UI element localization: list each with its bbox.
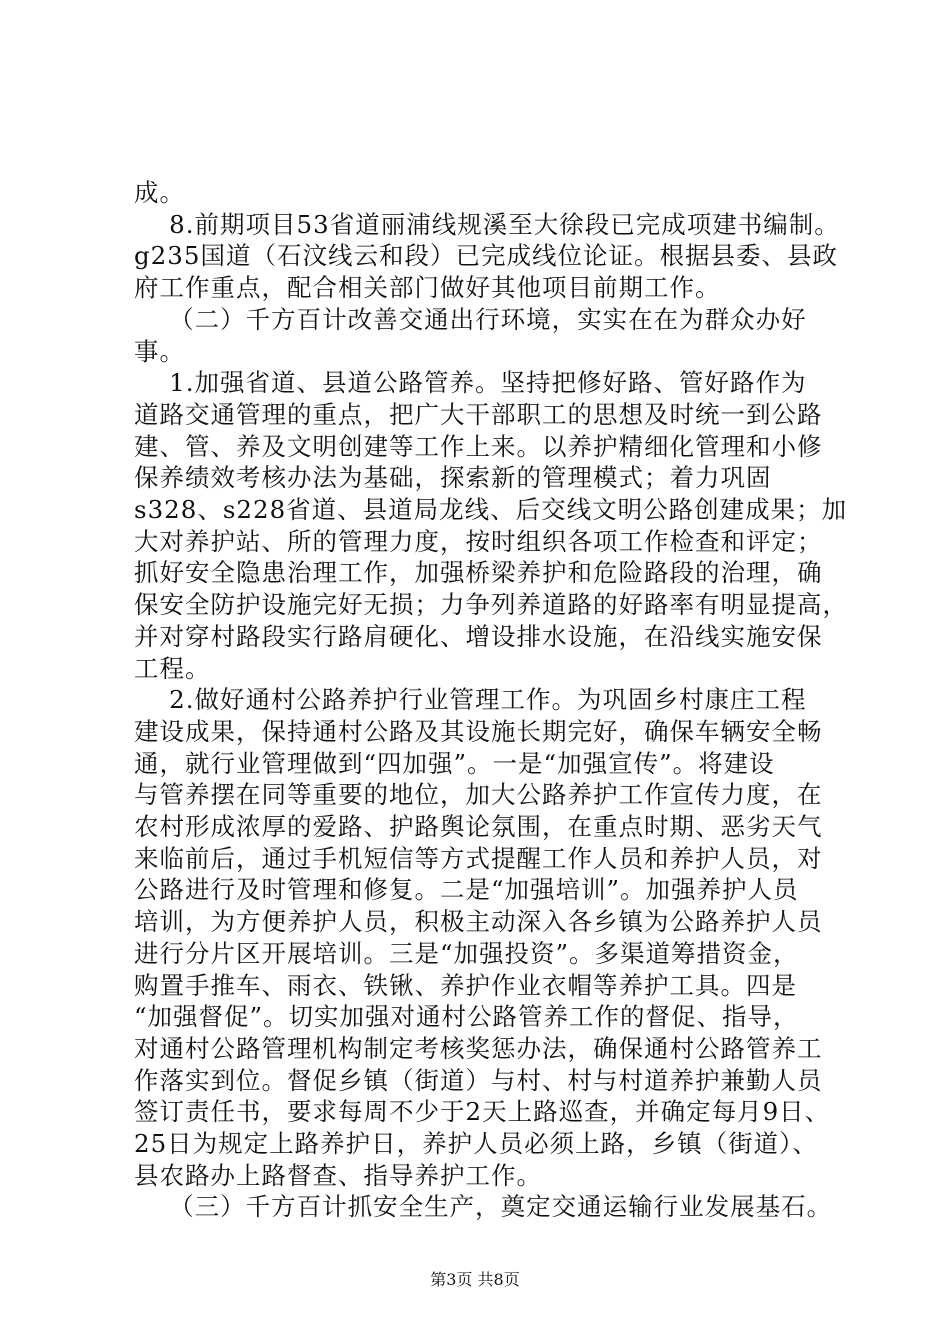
text-line: 并对穿村路段实行路肩硬化、增设排水设施，在沿线实施安保 bbox=[134, 621, 823, 651]
text-line: 1.加强省道、县道公路管养。坚持把修好路、管好路作为 bbox=[134, 368, 807, 398]
text-line: 道路交通管理的重点，把广大干部职工的思想及时统一到公路 bbox=[134, 399, 823, 429]
text-line: 农村形成浓厚的爱路、护路舆论氛围，在重点时期、恶劣天气 bbox=[134, 812, 823, 841]
text-line: 事。 bbox=[134, 336, 185, 366]
text-line: “加强督促”。切实加强对通村公路管养工作的督促、指导， bbox=[134, 1002, 799, 1032]
text-line: 大对养护站、所的管理力度，按时组织各项工作检查和评定； bbox=[134, 526, 823, 556]
page-number-footer: 第3页 共8页 bbox=[430, 1270, 520, 1289]
text-line: 抓好安全隐患治理工作，加强桥梁养护和危险路段的治理，确 bbox=[134, 558, 823, 588]
text-line: s328、s228省道、县道局龙线、后交线文明公路创建成果；加 bbox=[134, 495, 848, 524]
text-line: 县农路办上路督查、指导养护工作。 bbox=[134, 1160, 542, 1190]
text-line: 来临前后，通过手机短信等方式提醒工作人员和养护人员，对 bbox=[134, 843, 823, 873]
text-line: 培训，为方便养护人员，积极主动深入各乡镇为公路养护人员 bbox=[134, 907, 823, 937]
text-line: 购置手推车、雨衣、铁锹、养护作业衣帽等养护工具。四是 bbox=[134, 970, 797, 1000]
text-line: 与管养摆在同等重要的地位，加大公路养护工作宣传力度，在 bbox=[134, 780, 823, 810]
text-line: 府工作重点，配合相关部门做好其他项目前期工作。 bbox=[134, 273, 721, 303]
text-line: 公路进行及时管理和修复。二是“加强培训”。加强养护人员 bbox=[134, 875, 799, 905]
text-line: （三）千方百计抓安全生产，奠定交通运输行业发展基石。 bbox=[134, 1192, 833, 1222]
text-line: 通，就行业管理做到“四加强”。一是“加强宣传”。将建设 bbox=[134, 748, 775, 778]
text-line: 工程。 bbox=[134, 653, 211, 683]
text-line: 签订责任书，要求每周不少于2天上路巡查，并确定每月9日、 bbox=[134, 1097, 831, 1127]
text-line: 作落实到位。督促乡镇（街道）与村、村与村道养护兼勤人员 bbox=[134, 1065, 823, 1095]
text-line: 2.做好通村公路养护行业管理工作。为巩固乡村康庄工程 bbox=[134, 685, 807, 715]
text-line: g235国道（石汶线云和段）已完成线位论证。根据县委、县政 bbox=[134, 241, 838, 271]
text-line: 建设成果，保持通村公路及其设施长期完好，确保车辆安全畅 bbox=[134, 716, 823, 746]
text-line: 8.前期项目53省道丽浦线规溪至大徐段已完成项建书编制。 bbox=[134, 209, 840, 239]
text-line: （二）千方百计改善交通出行环境，实实在在为群众办好 bbox=[134, 304, 807, 334]
text-line: 进行分片区开展培训。三是“加强投资”。多渠道筹措资金， bbox=[134, 938, 799, 968]
text-line: 保安全防护设施完好无损；力争列养道路的好路率有明显提高， bbox=[134, 590, 848, 620]
text-line: 对通村公路管理机构制定考核奖惩办法，确保通村公路管养工 bbox=[134, 1033, 823, 1063]
text-line: 成。 bbox=[134, 178, 185, 207]
text-line: 保养绩效考核办法为基础，探索新的管理模式；着力巩固 bbox=[134, 463, 772, 493]
text-line: 建、管、养及文明创建等工作上来。以养护精细化管理和小修 bbox=[134, 431, 823, 461]
text-line: 25日为规定上路养护日，养护人员必须上路，乡镇（街道）、 bbox=[134, 1129, 818, 1158]
